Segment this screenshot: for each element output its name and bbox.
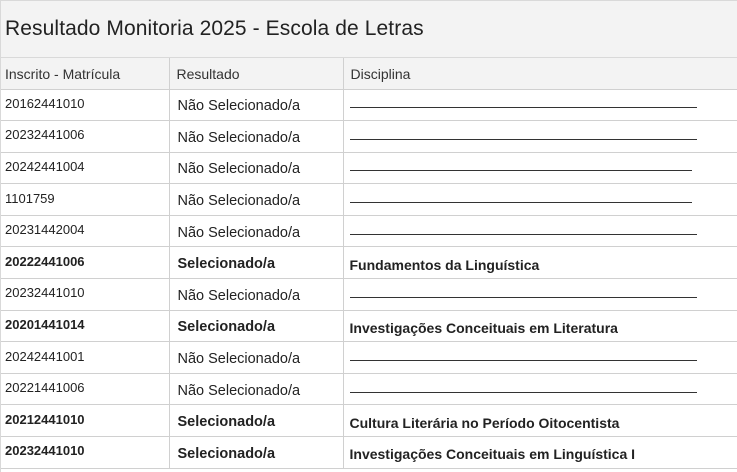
- empty-dash-line: [350, 360, 697, 361]
- table-row[interactable]: [1, 215, 737, 247]
- cell-matricula[interactable]: 20201441014: [1, 310, 169, 342]
- column-header-matricula[interactable]: Inscrito - Matrícula: [1, 58, 169, 89]
- cell-resultado[interactable]: Não Selecionado/a: [169, 184, 343, 216]
- cell-resultado[interactable]: Não Selecionado/a: [169, 89, 343, 121]
- empty-dash-line: [350, 297, 697, 298]
- column-header-disciplina[interactable]: Disciplina: [343, 58, 737, 89]
- cell-resultado[interactable]: Selecionado/a: [169, 405, 343, 437]
- cell-matricula[interactable]: 20242441001: [1, 342, 169, 374]
- cell-disciplina[interactable]: [343, 184, 737, 216]
- table-header-row: [1, 58, 737, 89]
- cell-matricula[interactable]: 1101759: [1, 184, 169, 216]
- page-title: Resultado Monitoria 2025 - Escola de Letras: [5, 17, 424, 40]
- empty-dash-line: [350, 139, 697, 140]
- empty-dash-line: [350, 234, 697, 235]
- table-row[interactable]: [1, 405, 737, 437]
- cell-matricula[interactable]: 20212441010: [1, 405, 169, 437]
- cell-resultado[interactable]: Não Selecionado/a: [169, 279, 343, 311]
- cell-disciplina[interactable]: [343, 89, 737, 121]
- empty-dash-line: [350, 107, 697, 108]
- table-body: [1, 89, 737, 468]
- table-row[interactable]: [1, 89, 737, 121]
- cell-disciplina[interactable]: Investigações Conceituais em Linguística I: [343, 437, 737, 469]
- cell-matricula[interactable]: 20232441010: [1, 437, 169, 469]
- cell-disciplina[interactable]: [343, 121, 737, 153]
- cell-resultado[interactable]: Selecionado/a: [169, 310, 343, 342]
- cell-matricula[interactable]: 20231442004: [1, 215, 169, 247]
- cell-matricula[interactable]: 20222441006: [1, 247, 169, 279]
- cell-resultado[interactable]: Não Selecionado/a: [169, 215, 343, 247]
- cell-resultado[interactable]: Não Selecionado/a: [169, 152, 343, 184]
- cell-resultado[interactable]: Não Selecionado/a: [169, 121, 343, 153]
- cell-matricula[interactable]: 20242441004: [1, 152, 169, 184]
- table-row[interactable]: [1, 121, 737, 153]
- title-bar: [1, 0, 737, 58]
- cell-matricula[interactable]: 20221441006: [1, 373, 169, 405]
- cell-matricula[interactable]: 20162441010: [1, 89, 169, 121]
- cell-disciplina[interactable]: [343, 373, 737, 405]
- table-row[interactable]: [1, 310, 737, 342]
- cell-resultado[interactable]: Selecionado/a: [169, 247, 343, 279]
- table-row[interactable]: [1, 373, 737, 405]
- table-row[interactable]: [1, 437, 737, 469]
- cell-resultado[interactable]: Não Selecionado/a: [169, 342, 343, 374]
- cell-matricula[interactable]: 20232441006: [1, 121, 169, 153]
- table-row[interactable]: [1, 184, 737, 216]
- cell-disciplina[interactable]: Fundamentos da Linguística: [343, 247, 737, 279]
- empty-dash-line: [350, 202, 692, 203]
- cell-disciplina[interactable]: [343, 152, 737, 184]
- table-row[interactable]: [1, 342, 737, 374]
- table-row[interactable]: [1, 247, 737, 279]
- cell-matricula[interactable]: 20232441010: [1, 279, 169, 311]
- table-row[interactable]: [1, 279, 737, 311]
- cell-disciplina[interactable]: [343, 342, 737, 374]
- cell-resultado[interactable]: Selecionado/a: [169, 437, 343, 469]
- cell-disciplina[interactable]: [343, 279, 737, 311]
- empty-dash-line: [350, 392, 697, 393]
- cell-disciplina[interactable]: Investigações Conceituais em Literatura: [343, 310, 737, 342]
- table-row[interactable]: [1, 152, 737, 184]
- cell-disciplina[interactable]: [343, 215, 737, 247]
- results-table: [1, 58, 737, 469]
- column-header-resultado[interactable]: Resultado: [169, 58, 343, 89]
- empty-dash-line: [350, 170, 692, 171]
- cell-disciplina[interactable]: Cultura Literária no Período Oitocentista: [343, 405, 737, 437]
- cell-resultado[interactable]: Não Selecionado/a: [169, 373, 343, 405]
